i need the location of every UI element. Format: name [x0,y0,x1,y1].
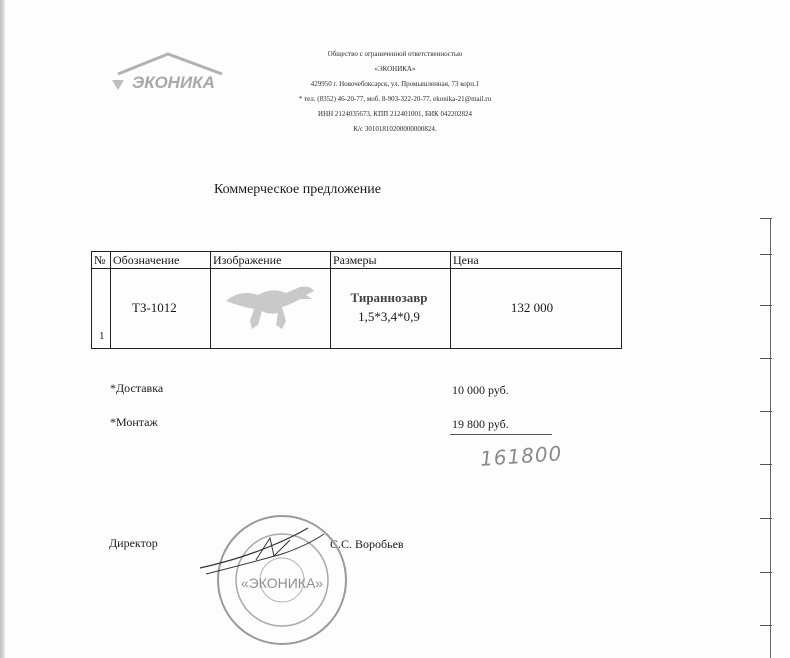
director-name: С.С. Воробьев [330,537,404,551]
delivery-value: 10 000 руб. [452,383,509,397]
company-details [270,47,520,137]
stamp-text: «ЭКОНИКА» [240,575,324,591]
header-code: Обозначение [113,253,180,267]
header-number: № [94,253,106,267]
row-number: 1 [99,330,105,342]
org-bank-account: К/с 30101810200000000824. [353,125,437,133]
document-title: Коммерческое предложение [214,182,381,197]
scan-right-margin-marks [730,0,790,658]
scan-left-edge [0,0,5,658]
company-logo [110,50,228,94]
header-size: Размеры [333,253,377,267]
handwritten-signature [196,520,346,580]
header-price: Цена [453,253,479,267]
logo-text: ЭКОНИКА [132,73,215,92]
director-label: Директор [109,536,158,550]
dinosaur-image [220,281,320,333]
installation-value: 19 800 руб. [452,417,509,431]
row-code: ТЗ-1012 [132,300,177,315]
row-price: 132 000 [510,300,554,315]
row-dimensions: 1,5*3,4*0,9 [358,309,420,324]
offer-table [91,251,622,349]
header-image: Изображение [213,253,282,267]
row-product-name: Тираннозавр [350,290,428,305]
org-address: 429950 г. Новочебоксарск, ул. Промышленная, 73 корп.1 [310,80,480,88]
org-line-2: «ЭКОНИКА» [374,65,416,73]
sum-underline [450,434,552,435]
delivery-label: *Доставка [110,381,164,395]
handwritten-total: 161800 [479,441,564,471]
org-tax-ids: ИНН 2124035673, КПП 212401001, БИК 042202824 [318,110,472,118]
org-line-1: Общество с ограниченной ответственностью [327,50,463,58]
org-contacts: * тел. (8352) 46-20-77, моб. 8-903-322-20-77, ekonika-21@mail.ru [298,95,492,103]
installation-label: *Монтаж [110,415,158,429]
